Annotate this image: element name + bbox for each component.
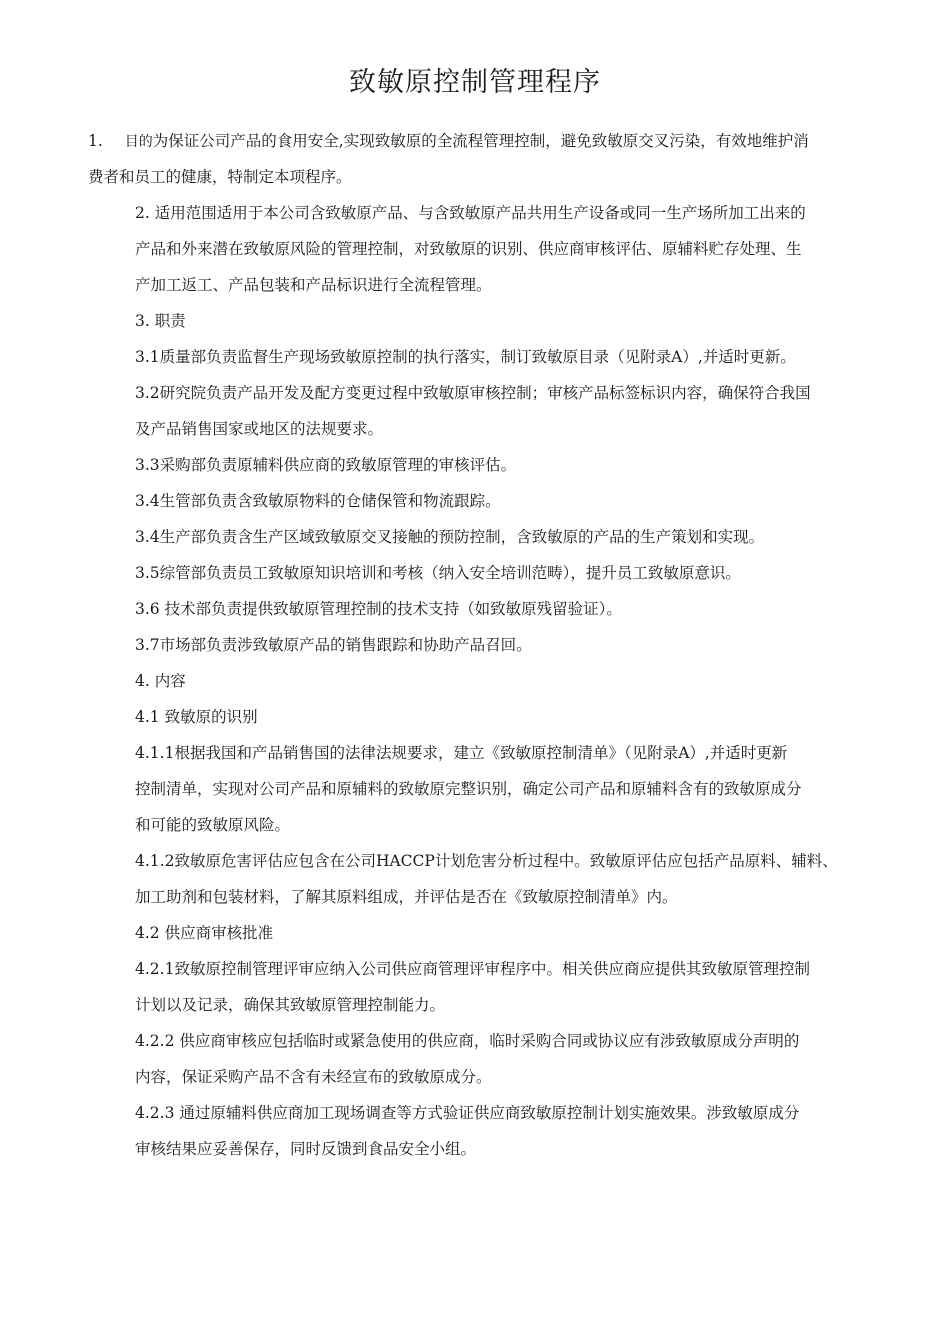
paragraph-line: 4.1.1根据我国和产品销售国的法律法规要求，建立《致敏原控制清单》（见附录A）,并适时更新 [135, 744, 788, 762]
paragraph-line: 3.3采购部负责原辅料供应商的致敏原管理的审核评估。 [135, 456, 517, 474]
section-label: 目的 [124, 134, 153, 150]
section-heading: 3. 职责 [135, 312, 186, 330]
paragraph-line: 4.2.2 供应商审核应包括临时或紧急使用的供应商，临时采购合同或协议应有涉致敏原成分声明的 [135, 1032, 800, 1050]
paragraph-line: 及产品销售国家或地区的法规要求。 [135, 420, 384, 438]
paragraph-line: 加工助剂和包装材料，了解其原料组成，并评估是否在《致敏原控制清单》内。 [135, 888, 678, 906]
paragraph-line: 3.6 技术部负责提供致敏原管理控制的技术支持（如致敏原残留验证）。 [135, 600, 622, 618]
paragraph-line: 3.4生产部负责含生产区域致敏原交叉接触的预防控制，含致敏原的产品的生产策划和实现。 [135, 528, 765, 546]
paragraph-line: 4.1.2致敏原危害评估应包含在公司HACCP计划危害分析过程中。致敏原评估应包括产品原料、辅料、 [135, 852, 838, 870]
paragraph-line: 计划以及记录，确保其致敏原管理控制能力。 [135, 996, 446, 1014]
section-number: 1. [88, 132, 103, 150]
paragraph-line: 3.1质量部负责监督生产现场致敏原控制的执行落实，制订致敏原目录（见附录A）,并适时更新。 [135, 348, 796, 366]
paragraph-line: 产加工返工、产品包装和产品标识进行全流程管理。 [135, 276, 492, 294]
paragraph-line: 3.5综管部负责员工致敏原知识培训和考核（纳入安全培训范畴），提升员工致敏原意识。 [135, 564, 741, 582]
subsection-heading: 4.2 供应商审核批准 [135, 924, 274, 942]
subsection-heading: 4.1 致敏原的识别 [135, 708, 258, 726]
paragraph-line: 3.7市场部负责涉致敏原产品的销售跟踪和协助产品召回。 [135, 636, 532, 654]
paragraph-line: 3.2研究院负责产品开发及配方变更过程中致敏原审核控制；审核产品标签标识内容，确保符合我国 [135, 384, 811, 402]
paragraph-line: 控制清单，实现对公司产品和原辅料的致敏原完整识别，确定公司产品和原辅料含有的致敏原成分 [135, 780, 802, 798]
paragraph-line: 2. 适用范围适用于本公司含致敏原产品、与含致敏原产品共用生产设备或同一生产场所加工出来的 [135, 204, 806, 222]
document-title: 致敏原控制管理程序 [349, 67, 601, 98]
paragraph-line: 4.2.1致敏原控制管理评审应纳入公司供应商管理评审程序中。相关供应商应提供其致敏原管理控制 [135, 960, 810, 978]
paragraph-line: 审核结果应妥善保存，同时反馈到食品安全小组。 [135, 1140, 477, 1158]
section-heading: 4. 内容 [135, 672, 186, 690]
paragraph-line [88, 131, 809, 152]
paragraph-line: 内容，保证采购产品不含有未经宣布的致敏原成分。 [135, 1068, 492, 1086]
paragraph-line: 和可能的致敏原风险。 [135, 816, 291, 834]
paragraph-line: 3.4生管部负责含致敏原物料的仓储保管和物流跟踪。 [135, 492, 501, 510]
paragraph-line: 4.2.3 通过原辅料供应商加工现场调查等方式验证供应商致敏原控制计划实施效果。涉致敏原成分 [135, 1104, 800, 1122]
paragraph-line: 费者和员工的健康，特制定本项程序。 [88, 168, 352, 186]
line-text: 为保证公司产品的食用安全,实现致敏原的全流程管理控制，避免致敏原交叉污染，有效地维护消 [152, 132, 809, 150]
paragraph-line: 产品和外来潜在致敏原风险的管理控制，对致敏原的识别、供应商审核评估、原辅料贮存处理、生 [135, 240, 802, 258]
